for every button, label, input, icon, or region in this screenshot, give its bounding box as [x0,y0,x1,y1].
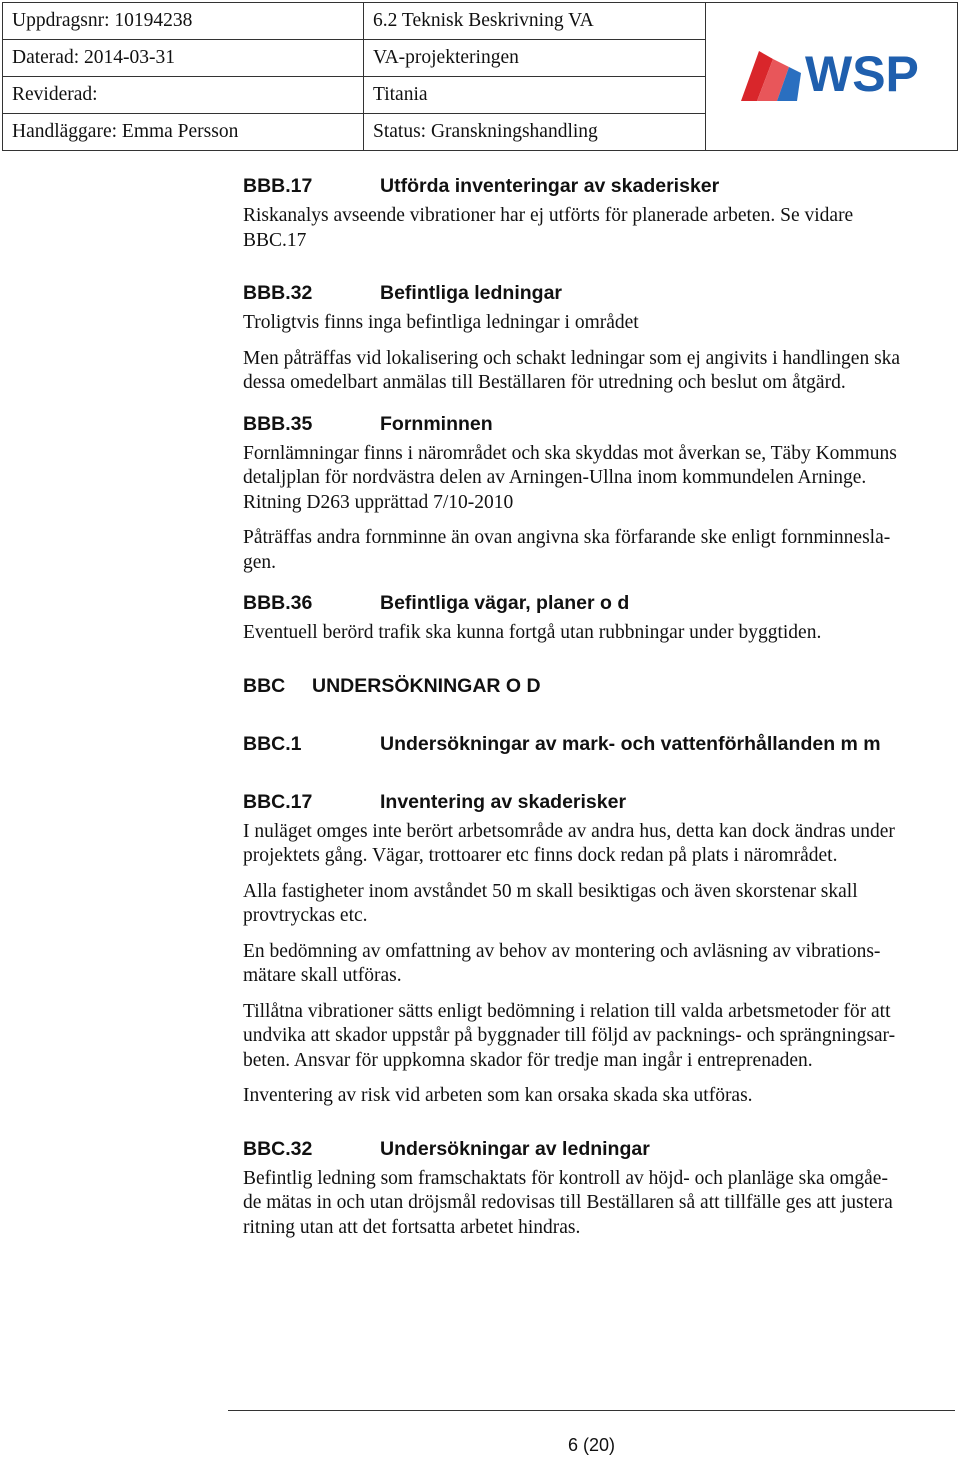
text-line: projektets gång. Vägar, trottoarer etc finns dock redan på plats i närområdet. [243,845,838,866]
section-heading [243,668,955,704]
text-line: Riskanalys avseende vibrationer har ej utförts för planerade arbeten. Se vidare [243,205,854,226]
paragraph [243,621,955,646]
text-line: Eventuell berörd trafik ska kunna fortgå utan rubbningar under byggtiden. [243,622,822,643]
section-code: BBC [243,674,286,697]
paragraph [243,442,955,516]
section-heading [243,726,955,762]
header-site: Titania [364,77,706,114]
text-line: provtryckas etc. [243,905,368,926]
paragraph [243,940,955,989]
text-line: detaljplan för nordvästra delen av Arningen-Ullna inom kommundelen Arninge. [243,467,867,488]
section-code: BBB.17 [243,175,313,197]
section-title: Befintliga vägar, planer o d [380,592,630,614]
section-heading [243,784,955,820]
paragraph [243,204,955,253]
text-line: Påträffas andra fornminne än ovan angivna ska förfarande ske enligt fornminnesla- [243,527,891,548]
text-line: BBC.17 [243,229,307,251]
text-line: Inventering av risk vid arbeten som kan orsaka skada ska utföras. [243,1085,753,1106]
text-line: En bedömning av omfattning av behov av montering och avläsning av vibrations- [243,940,881,962]
section-code: BBC.1 [243,732,302,755]
header-date: Daterad: 2014-03-31 [3,40,364,77]
section-code: BBB.35 [243,412,313,435]
text-line: Men påträffas vid lokalisering och schakt ledningar som ej angivits i handlingen ska [243,347,901,369]
document-body [243,168,955,1240]
text-line: Ritning D263 upprättad 7/10-2010 [243,491,514,513]
page-number: 6 (20) [567,1435,616,1455]
text-line: undvika att skador uppstår på byggnader till följd av packnings- och sprängningsar- [243,1025,896,1046]
section-heading [243,168,955,204]
section-title: Utförda inventeringar av skaderisker [380,175,720,197]
text-line: Alla fastigheter inom avståndet 50 m skall besiktigas och även skorstenar skall [243,880,858,902]
text-line: de mätas in och utan dröjsmål redovisas till Beställaren så att tillfälle ges att justera [243,1192,893,1213]
text-line: gen. [243,551,277,573]
text-line: Tillåtna vibrationer sätts enligt bedömning i relation till valda arbetsmetoder för att [243,1000,891,1022]
header-project: VA-projekteringen [364,40,706,77]
text-line: mätare skall utföras. [243,965,402,986]
wsp-logo [706,3,958,151]
section-title: UNDERSÖKNINGAR O D [312,674,541,697]
section-code: BBC.17 [243,790,313,813]
paragraph [243,1167,955,1241]
section-heading [243,406,955,442]
text-line: Fornlämningar finns i närområdet och ska skyddas mot åverkan se, Täby Kommuns [243,442,897,464]
section-code: BBB.32 [243,282,313,304]
text-line: Troligtvis finns inga befintliga ledningar i området [243,312,639,333]
section-title: Undersökningar av ledningar [380,1137,650,1160]
paragraph [243,820,955,869]
section-title: Undersökningar av mark- och vattenförhållanden m m [380,732,881,755]
paragraph [243,1000,955,1074]
header-handler: Handläggare: Emma Persson [3,114,364,151]
text-line: beten. Ansvar för uppkomna skador för tredje man ingår i entreprenaden. [243,1049,813,1071]
section-code: BBB.36 [243,592,313,614]
text-line: Befintlig ledning som framschaktats för kontroll av höjd- och planläge ska omgåe- [243,1167,888,1189]
section-title: Inventering av skaderisker [380,790,627,813]
logo-text: WSP [804,45,919,102]
section-title: Fornminnen [380,412,493,435]
section-heading [243,585,955,621]
header-document-title: 6.2 Teknisk Beskrivning VA [364,3,706,40]
paragraph [243,1084,955,1109]
section-title: Befintliga ledningar [380,282,563,304]
header-revised: Reviderad: [3,77,364,114]
paragraph [243,526,955,575]
paragraph [243,347,955,396]
document-header [2,2,958,150]
header-status: Status: Granskningshandling [364,114,706,151]
text-line: I nuläget omges inte berört arbetsområde av andra hus, detta kan dock ändras under [243,820,895,842]
page-footer [228,1410,955,1455]
paragraph [243,311,955,336]
header-assignment-number: Uppdragsnr: 10194238 [3,3,364,40]
paragraph [243,880,955,929]
section-heading [243,275,955,311]
text-line: dessa omedelbart anmälas till Beställaren för utredning och beslut om åtgärd. [243,372,846,393]
text-line: ritning utan att det fortsatta arbetet hindras. [243,1216,581,1238]
section-code: BBC.32 [243,1137,313,1160]
section-heading [243,1131,955,1167]
